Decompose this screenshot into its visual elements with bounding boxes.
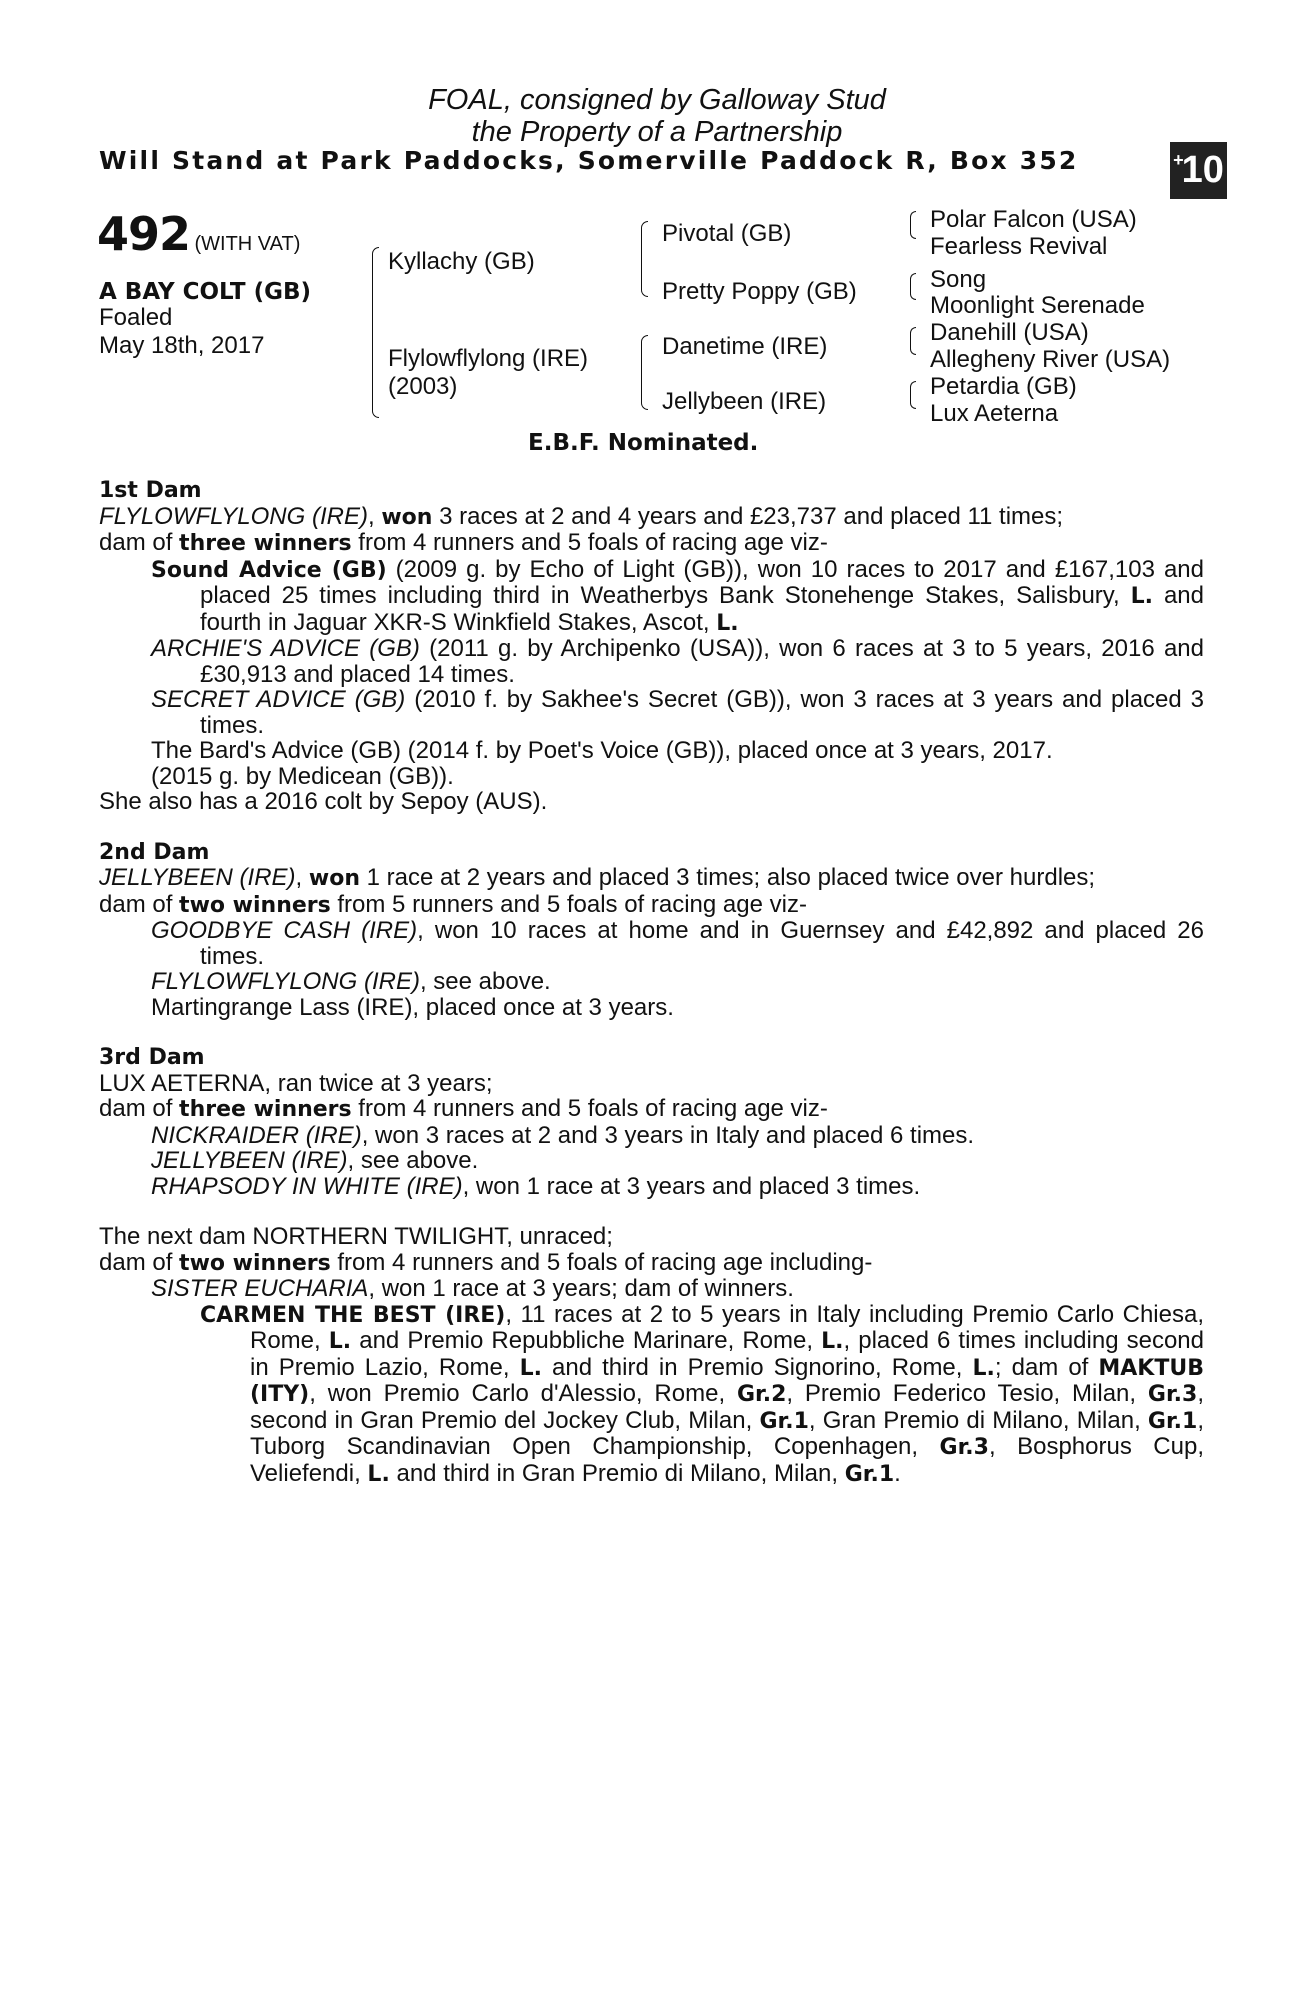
winners-count: two winners <box>179 1250 331 1276</box>
listed-mark: L. <box>972 1355 995 1381</box>
text: , Premio Federico Tesio, Milan, <box>786 1380 1148 1407</box>
text: , Tuborg Scandinavian Open Championship, Copenhagen, <box>250 1406 1205 1460</box>
vat-label: (WITH VAT) <box>194 233 301 255</box>
second-dam-line <box>99 865 1204 892</box>
lot-number: 492 <box>97 207 191 261</box>
third-dam-heading: 3rd Dam <box>99 1045 205 1070</box>
text: , see above. <box>347 1147 479 1174</box>
listed-mark: L. <box>1130 584 1154 609</box>
text: from 4 runners and 5 foals of racing age viz- <box>351 529 828 556</box>
next-dam-produce <box>99 1250 1204 1277</box>
progeny-flylowflylong <box>151 969 1204 995</box>
text: (2010 f. by Sakhee's Secret (GB)), won 3 races at 3 years and placed 3 times. <box>200 686 1204 739</box>
text: from 4 runners and 5 foals of racing age including- <box>330 1248 873 1276</box>
text: , see above. <box>419 968 551 995</box>
pedigree-dam-sire: Danetime (IRE) <box>662 333 828 360</box>
listed-mark: L. <box>367 1461 390 1487</box>
text: , won Premio Carlo d'Alessio, Rome, <box>309 1380 737 1407</box>
progeny-jellybeen <box>151 1148 1204 1174</box>
pedigree-dam-dam: Jellybeen (IRE) <box>662 388 827 415</box>
horse-name: MAKTUB (ITY) <box>250 1355 1204 1407</box>
text: dam of <box>99 1248 180 1276</box>
pedigree-dam: Flylowflylong (IRE) <box>388 345 589 372</box>
comma: , <box>295 864 309 891</box>
pedigree-g7: Petardia (GB) <box>930 373 1077 400</box>
winners-count: three winners <box>179 531 352 556</box>
text: (2009 g. by Echo of Light (GB)), won 10 races to 2017 and £167,103 and placed 25 times including third in Weatherbys Bank Stonehenge Stakes, Salisbury, <box>200 555 1204 609</box>
pedigree-g2: Fearless Revival <box>930 233 1108 260</box>
group-mark: Gr.1 <box>759 1408 809 1434</box>
won-label: won <box>381 504 433 530</box>
second-dam-name: JELLYBEEN (IRE) <box>99 864 296 891</box>
text: dam of <box>99 529 180 556</box>
horse-name: JELLYBEEN (IRE) <box>151 1147 348 1174</box>
third-dam-produce <box>99 1096 1204 1123</box>
text: , won 3 races at 2 and 3 years in Italy and placed 6 times. <box>361 1121 975 1149</box>
group-mark: Gr.1 <box>1147 1408 1198 1434</box>
group-mark: Gr.3 <box>939 1435 989 1460</box>
progeny-rhapsody-in-white <box>151 1174 1204 1200</box>
text: and fourth in Jaguar XKR-S Winkfield Stakes, Ascot, <box>200 582 1204 636</box>
progeny-sister-eucharia <box>151 1276 1204 1302</box>
third-dam-line: LUX AETERNA, ran twice at 3 years; <box>99 1069 493 1097</box>
progeny-archies-advice <box>151 636 1204 687</box>
text: , second in Gran Premio del Jockey Club, Milan, <box>250 1380 1205 1434</box>
listed-mark: L. <box>328 1329 352 1354</box>
pedigree-g3: Song <box>930 266 987 293</box>
pedigree-g1: Polar Falcon (USA) <box>930 206 1137 233</box>
pedigree-g6: Allegheny River (USA) <box>930 346 1171 373</box>
horse-name: ARCHIE'S ADVICE (GB) <box>151 635 420 662</box>
comma: , <box>367 502 382 530</box>
text: and Premio Repubbliche Marinare, Rome, <box>351 1327 822 1354</box>
group-mark: Gr.3 <box>1147 1382 1198 1407</box>
pedigree-g8: Lux Aeterna <box>930 400 1059 427</box>
header-consignor: FOAL, consigned by Galloway Stud <box>428 84 886 116</box>
horse-name: CARMEN THE BEST (IRE) <box>200 1302 506 1328</box>
foaled-date: May 18th, 2017 <box>99 332 265 359</box>
progeny-bards-advice: The Bard's Advice (GB) (2014 f. by Poet's Voice (GB)), placed once at 3 years, 2017. <box>151 737 1053 764</box>
text: 1 race at 2 years and placed 3 times; also placed twice over hurdles; <box>359 864 1096 891</box>
header-location: Will Stand at Park Paddocks, Somerville Paddock R, Box 352 <box>99 146 1079 175</box>
text: dam of <box>99 1095 180 1122</box>
text: and third in Gran Premio di Milano, Milan, <box>389 1459 845 1487</box>
progeny-martingrange-lass: Martingrange Lass (IRE), placed once at 3 years. <box>151 993 674 1021</box>
text: from 5 runners and 5 foals of racing age viz- <box>330 890 807 918</box>
progeny-secret-advice <box>151 687 1204 738</box>
progeny-goodbye-cash <box>151 918 1204 969</box>
text: (2011 g. by Archipenko (USA)), won 6 races at 3 to 5 years, 2016 and £30,913 and placed 14 times. <box>200 635 1204 688</box>
text: dam of <box>99 890 180 918</box>
pedigree-sire: Kyllachy (GB) <box>388 248 535 275</box>
horse-name: Sound Advice (GB) <box>151 557 387 583</box>
pedigree-dam-year: (2003) <box>388 373 458 400</box>
text: ; dam of <box>994 1353 1099 1381</box>
lot-badge <box>1170 142 1227 199</box>
horse-name: SISTER EUCHARIA <box>151 1275 369 1302</box>
first-dam-produce <box>99 530 1204 557</box>
horse-name: NICKRAIDER (IRE) <box>151 1121 362 1149</box>
catalogue-body <box>99 478 1204 1487</box>
listed-mark: L. <box>519 1355 542 1381</box>
text: and third in Premio Signorino, Rome, <box>542 1353 973 1381</box>
text: , won 10 races at home and in Guernsey and £42,892 and placed 26 times. <box>200 917 1204 970</box>
second-dam-produce <box>99 892 1204 919</box>
progeny-carmen-the-best <box>200 1302 1204 1488</box>
pedigree-sire-dam: Pretty Poppy (GB) <box>662 278 857 305</box>
lot-name: A BAY COLT (GB) <box>99 279 312 305</box>
foaled-label: Foaled <box>99 304 173 331</box>
group-mark: Gr.2 <box>736 1382 787 1407</box>
text: , won 1 race at 3 years; dam of winners. <box>368 1275 794 1302</box>
horse-name: RHAPSODY IN WHITE (IRE) <box>151 1172 463 1200</box>
listed-mark: L. <box>716 610 739 636</box>
horse-name: SECRET ADVICE (GB) <box>151 686 406 713</box>
text: . <box>894 1459 901 1487</box>
progeny-nickraider <box>151 1123 1204 1149</box>
text: , 11 races at 2 to 5 years in Italy including Premio Carlo Chiesa, Rome, <box>250 1300 1204 1354</box>
winners-count: three winners <box>179 1097 352 1122</box>
also-has: She also has a 2016 colt by Sepoy (AUS). <box>99 788 548 815</box>
winners-count: two winners <box>179 892 331 918</box>
text: , Gran Premio di Milano, Milan, <box>808 1406 1148 1434</box>
lot-number-row <box>97 207 300 261</box>
first-dam-record: 3 races at 2 and 4 years and £23,737 and placed 11 times; <box>432 502 1064 530</box>
badge-number: 10 <box>1181 149 1224 191</box>
won-label: won <box>308 866 360 891</box>
text: , won 1 race at 3 years and placed 3 times. <box>462 1172 921 1200</box>
listed-mark: L. <box>821 1329 844 1354</box>
progeny-2015: (2015 g. by Medicean (GB)). <box>151 762 454 790</box>
text: , Bosphorus Cup, Veliefendi, <box>250 1433 1205 1487</box>
horse-name: GOODBYE CASH (IRE) <box>151 917 418 944</box>
first-dam-name: FLYLOWFLYLONG (IRE) <box>99 502 368 530</box>
text: from 4 runners and 5 foals of racing age viz- <box>351 1095 828 1122</box>
horse-name: FLYLOWFLYLONG (IRE) <box>151 968 420 995</box>
text: , placed 6 times including second in Premio Lazio, Rome, <box>250 1327 1205 1381</box>
next-dam-line: The next dam NORTHERN TWILIGHT, unraced; <box>99 1223 613 1250</box>
first-dam-line <box>99 504 1204 531</box>
first-dam-heading: 1st Dam <box>99 478 202 503</box>
second-dam-heading: 2nd Dam <box>99 839 210 865</box>
pedigree-sire-sire: Pivotal (GB) <box>662 220 792 247</box>
badge-plus: + <box>1173 150 1184 170</box>
group-mark: Gr.1 <box>844 1461 895 1487</box>
progeny-sound-advice <box>151 557 1204 637</box>
pedigree-g4: Moonlight Serenade <box>930 292 1145 319</box>
header-property: the Property of a Partnership <box>471 116 843 148</box>
pedigree-g5: Danehill (USA) <box>930 319 1089 346</box>
ebf-nominated: E.B.F. Nominated. <box>528 430 759 456</box>
